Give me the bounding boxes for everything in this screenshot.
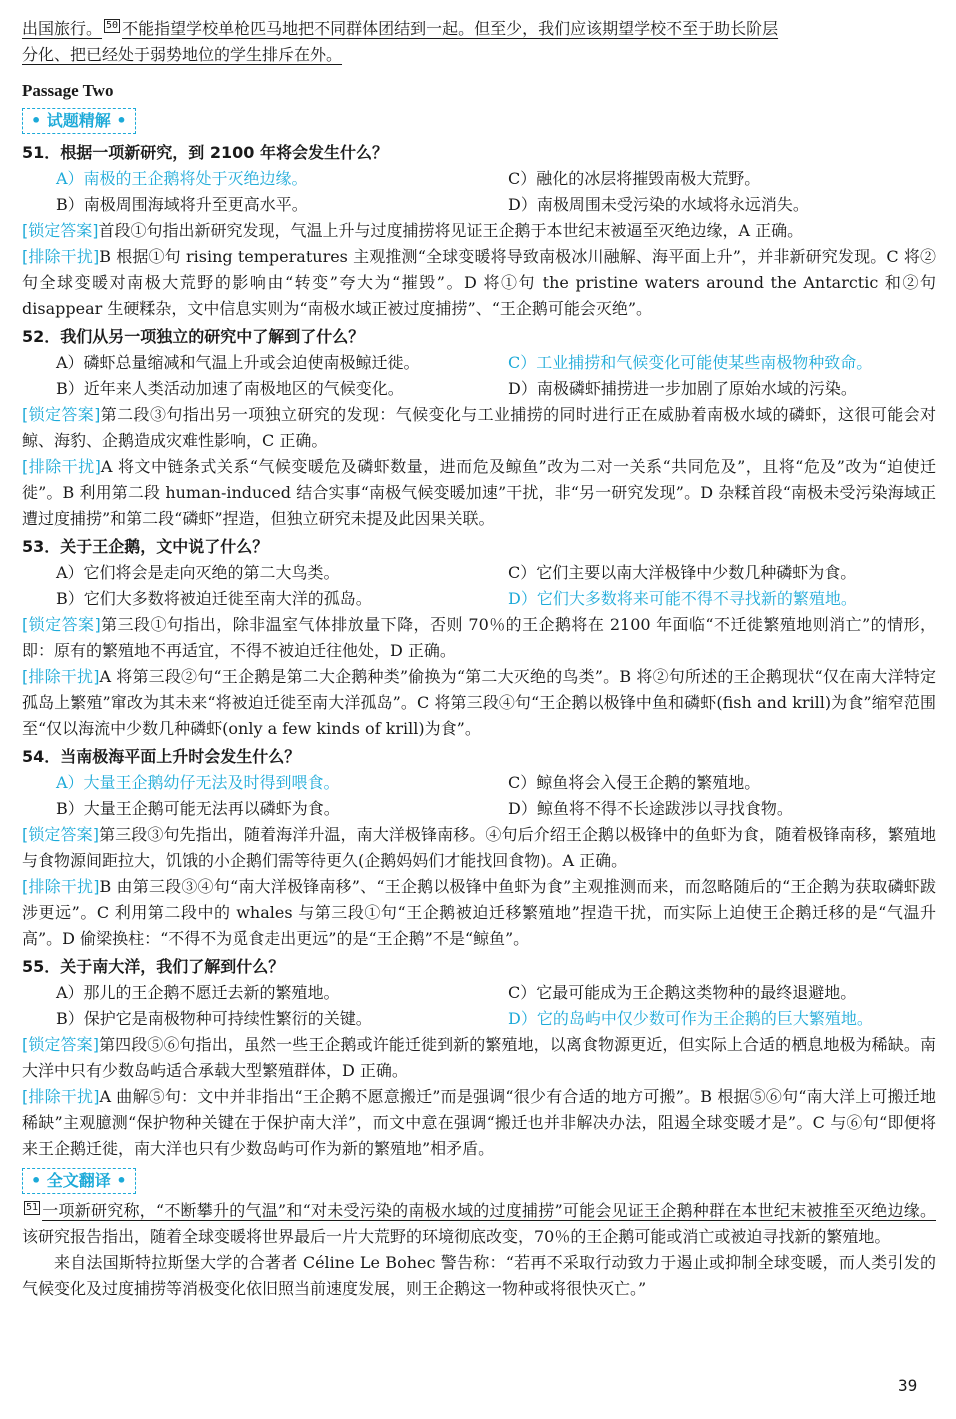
distractor-explanation <box>22 244 936 322</box>
answer-explanation-tag: [锁定答案] <box>22 615 101 634</box>
distractor-explanation-text: A 曲解⑤句：文中并非指出“王企鹅不愿意搬迁”而是强调“很少有合适的地方可搬”。B 根据⑤⑥句“南大洋上可搬迁地稀缺”主观臆测“保护物种关键在于保护南大洋”，而文中意在强调“搬迁也并非解决办法，阻遏全球变暖才是”。C 与⑥句“即便将来王企鹅迁徙，南大洋也只有少数岛屿可作为新的繁殖地”相矛盾。 <box>22 1087 936 1158</box>
option: A）磷虾总量缩减和气温上升或会迫使南极鲸迁徙。 <box>56 353 420 372</box>
answer-explanation-text: 第四段⑤⑥句指出，虽然一些王企鹅或许能迁徙到新的繁殖地，以离食物源更近，但实际上合适的栖息地极为稀缺。南大洋中只有少数岛屿适合承载大型繁殖群体，D 正确。 <box>22 1035 936 1080</box>
answer-explanation-tag: [锁定答案] <box>22 405 101 424</box>
distractor-explanation-text: A 将第三段②句“王企鹅是第二大企鹅种类”偷换为“第二大灭绝的鸟类”。B 将②句所述的王企鹅现状“仅在南大洋特定孤岛上繁殖”窜改为其未来“将被迫迁徙至南大洋孤岛”。C 将第三段④句“王企鹅以极锋中鱼和磷虾(fish and krill)为食”缩窄范围至“仅以海流中少数几种磷虾(only a few kinds of krill)为食”。 <box>22 667 936 738</box>
correct-option: A）大量王企鹅幼仔无法及时得到喂食。 <box>56 773 340 792</box>
distractor-explanation-tag: [排除干扰] <box>22 247 100 266</box>
answer-explanation-text: 第三段①句指出，除非温室气体排放量下降，否则 70％的王企鹅将在 2100 年面临“不迁徙繁殖地则消亡”的情形，即：原有的繁殖地不再适宜，不得不被迫迁往他处，D 正确。 <box>22 615 936 660</box>
answer-explanation-text: 第三段③句先指出，随着海洋升温，南大洋极锋南移。④句后介绍王企鹅以极锋中的鱼虾为食，随着极锋南移，繁殖地与食物源间距拉大，饥饿的小企鹅们需等待更久(企鹅妈妈们才能找回食物)。A 正确。 <box>22 825 936 870</box>
distractor-explanation-tag: [排除干扰] <box>22 457 101 476</box>
answer-explanation-tag: [锁定答案] <box>22 1035 99 1054</box>
distractor-explanation-text: B 根据①句 rising temperatures 主观推测“全球变暖将导致南极冰川融解、海平面上升”，并非新研究发现。C 将②句全球变暖对南极大荒野的影响由“转变”夸大为“摧毁”。D 将①句 the pristine waters around the Antarctic 和②句 disappear 生硬糅杂，文中信息实则为“南极水域正被过度捕捞”、“王企鹅可能会灭绝”。 <box>22 247 936 318</box>
distractor-explanation <box>22 664 936 742</box>
distractor-explanation-text: A 将文中链条式关系“气候变暖危及磷虾数量，进而危及鲸鱼”改为二对一关系“共同危及”，且将“危及”改为“迫使迁徙”。B 利用第二段 human-induced 结合实事“南极气候变暖加速”干扰，非“另一研究发现”。D 杂糅首段“南极未受污染海域正遭过度捕捞”和第二段“磷虾”捏造，但独立研究未提及此因果关联。 <box>22 457 936 528</box>
option: C）它最可能成为王企鹅这类物种的最终退避地。 <box>508 983 857 1002</box>
question-title: 55．关于南大洋，我们了解到什么？ <box>22 957 285 976</box>
intro-text-2: 不能指望学校单枪匹马地把不同群体团结到一起。但至少，我们应该期望学校不至于助长阶层 <box>122 19 779 38</box>
question-title: 51．根据一项新研究，到 2100 年将会发生什么？ <box>22 143 388 162</box>
option: D）南极周围未受污染的水域将永远消失。 <box>508 195 809 214</box>
page-number: 39 <box>898 1376 918 1395</box>
option: C）鲸鱼将会入侵王企鹅的繁殖地。 <box>508 773 761 792</box>
answer-explanation <box>22 218 936 244</box>
correct-option: A）南极的王企鹅将处于灭绝边缘。 <box>56 169 308 188</box>
question-block <box>22 954 936 1162</box>
option: C）融化的冰层将摧毁南极大荒野。 <box>508 169 761 188</box>
option: D）鲸鱼将不得不长途跋涉以寻找食物。 <box>508 799 793 818</box>
option: D）南极磷虾捕捞进一步加剧了原始水域的污染。 <box>508 379 857 398</box>
question-title: 52．我们从另一项独立的研究中了解到了什么？ <box>22 327 365 346</box>
distractor-explanation-tag: [排除干扰] <box>22 877 100 896</box>
option: B）近年来人类活动加速了南极地区的气候变化。 <box>56 379 404 398</box>
correct-option: C）工业捕捞和气候变化可能使某些南极物种致命。 <box>508 353 873 372</box>
questions-list <box>22 140 936 1162</box>
distractor-explanation-tag: [排除干扰] <box>22 1087 100 1106</box>
correct-option: D）它的岛屿中仅少数可作为王企鹅的巨大繁殖地。 <box>508 1009 873 1028</box>
answer-explanation <box>22 612 936 664</box>
answer-explanation <box>22 402 936 454</box>
question-title: 53．关于王企鹅，文中说了什么？ <box>22 537 269 556</box>
question-block <box>22 534 936 742</box>
intro-paragraph <box>22 16 936 68</box>
section-heading-explanation: • 试题精解 • <box>22 108 136 134</box>
distractor-explanation <box>22 1084 936 1162</box>
answer-explanation-text: 第二段③句指出另一项独立研究的发现：气候变化与工业捕捞的同时进行正在威胁着南极水域的磷虾，这很可能会对鲸、海豹、企鹅造成灾难性影响，C 正确。 <box>22 405 936 450</box>
answer-explanation <box>22 1032 936 1084</box>
options-grid <box>56 350 936 402</box>
page-content <box>22 16 936 1302</box>
paragraph-number-badge: 51 <box>26 1201 39 1213</box>
option: B）大量王企鹅可能无法再以磷虾为食。 <box>56 799 340 818</box>
question-title: 54．当南极海平面上升时会发生什么？ <box>22 747 301 766</box>
question-block <box>22 324 936 532</box>
translation-paragraph-1 <box>22 1198 936 1250</box>
options-grid <box>56 980 936 1032</box>
question-block <box>22 744 936 952</box>
option: C）它们主要以南大洋极锋中少数几种磷虾为食。 <box>508 563 857 582</box>
option: B）保护它是南极物种可持续性繁衍的关键。 <box>56 1009 372 1028</box>
answer-explanation-tag: [锁定答案] <box>22 825 99 844</box>
answer-explanation-tag: [锁定答案] <box>22 221 99 240</box>
answer-explanation-text: 首段①句指出新研究发现，气温上升与过度捕捞将见证王企鹅于本世纪末被逼至灭绝边缘，A 正确。 <box>98 221 804 240</box>
correct-option: D）它们大多数将来可能不得不寻找新的繁殖地。 <box>508 589 857 608</box>
distractor-explanation-text: B 由第三段③④句“南大洋极锋南移”、“王企鹅以极锋中鱼虾为食”主观推测而来，而忽略随后的“王企鹅为获取磷虾跋涉更远”。C 利用第二段中的 whales 与第三段①句“王企鹅被迫迁移繁殖地”捏造干扰，而实际上迫使王企鹅迁移的是“气温升高”。D 偷梁换柱：“不得不为觅食走出更远”的是“王企鹅”不是“鲸鱼”。 <box>22 877 936 948</box>
translation-text: 该研究报告指出，随着全球变暖将世界最后一片大荒野的环境彻底改变，70％的王企鹅可能或消亡或被迫寻找新的繁殖地。 <box>22 1227 891 1246</box>
intro-text-1: 出国旅行。 <box>22 19 103 38</box>
option: A）那儿的王企鹅不愿迁去新的繁殖地。 <box>56 983 340 1002</box>
option: A）它们将会是走向灭绝的第二大鸟类。 <box>56 563 340 582</box>
option: B）南极周围海域将升至更高水平。 <box>56 195 308 214</box>
options-grid <box>56 560 936 612</box>
paragraph-number-badge: 50 <box>106 19 119 31</box>
option: B）它们大多数将被迫迁徙至南大洋的孤岛。 <box>56 589 372 608</box>
section-heading-translation: • 全文翻译 • <box>22 1168 136 1194</box>
translation-underlined-text: 一项新研究称，“不断攀升的气温”和“对未受污染的南极水域的过度捕捞”可能会见证王企鹅种群在本世纪末被推至灭绝边缘。 <box>42 1201 936 1220</box>
answer-explanation <box>22 822 936 874</box>
distractor-explanation-tag: [排除干扰] <box>22 667 100 686</box>
distractor-explanation <box>22 874 936 952</box>
translation-paragraph-2: 来自法国斯特拉斯堡大学的合著者 Céline Le Bohec 警告称：“若再不采取行动致力于遏止或抑制全球变暖，而人类引发的气候变化及过度捕捞等消极变化依旧照当前速度发展，则王企鹅这一物种或将很快灭亡。” <box>22 1253 936 1298</box>
distractor-explanation <box>22 454 936 532</box>
options-grid <box>56 770 936 822</box>
question-block <box>22 140 936 322</box>
options-grid <box>56 166 936 218</box>
passage-title: Passage Two <box>22 81 114 100</box>
intro-text-3: 分化、把已经处于弱势地位的学生排斥在外。 <box>22 45 343 64</box>
